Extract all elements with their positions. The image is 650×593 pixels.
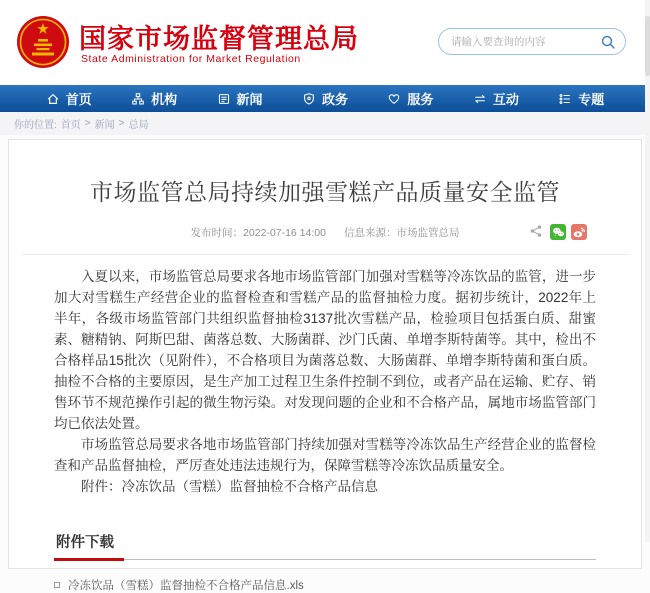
weibo-share-icon[interactable] [571, 224, 587, 240]
nav-item-news[interactable] [217, 89, 263, 108]
article-paragraph: 入夏以来，市场监管总局要求各地市场监管部门加强对雪糕等冷冻饮品的监管，进一步加大对雪糕生产经营企业的监督检查和雪糕产品的监督抽检力度。据初步统计，2022年上半年，各级市场监管部门共组织监督抽检3137批次雪糕产品，检验项目包括蛋白质、甜蜜素、糖精钠、阿斯巴甜、菌落总数、大肠菌群、沙门氏菌、单增李斯特菌等。其中，检出不合格样品15批次（见附件），不合格项目为菌落总数、大肠菌群、单增李斯特菌和蛋白质。抽检不合格的主要原因，是生产加工过程卫生条件控制不到位，或者产品在运输、贮存、销售环节不规范操作引起的微生物污染。对发现问题的企业和不合格产品，属地市场监管部门均已依法处置。 [54, 269, 596, 431]
nav-label: 政务 [321, 92, 348, 107]
breadcrumb-current: 总局 [128, 120, 149, 131]
site-title: 国家市场监督管理总局 [79, 24, 359, 54]
article-title: 市场监管总局持续加强雪糕产品质量安全监管 [90, 179, 560, 205]
national-emblem-icon [16, 15, 70, 69]
nav-label: 服务 [407, 92, 434, 107]
checklist-icon [558, 92, 572, 106]
share-buttons [529, 224, 587, 240]
nav-item-service[interactable] [387, 89, 433, 108]
site-header [0, 0, 650, 85]
source-value: 市场监管总局 [396, 227, 460, 239]
scrollbar[interactable] [645, 0, 650, 542]
main-nav [0, 85, 650, 112]
nav-label: 首页 [65, 92, 92, 107]
share-icon[interactable] [529, 224, 545, 240]
shield-icon [302, 92, 316, 106]
breadcrumb-separator: > [118, 118, 125, 129]
breadcrumb [0, 112, 650, 135]
publish-time-label: 发布时间： [190, 227, 244, 239]
breadcrumb-separator: > [84, 118, 91, 129]
national-emblem-logo[interactable] [16, 15, 70, 69]
bullet-square-icon [54, 582, 60, 588]
article-meta [9, 224, 641, 242]
search-icon[interactable] [600, 34, 616, 50]
article-paragraph: 附件：冷冻饮品（雪糕）监督抽检不合格产品信息 [81, 479, 378, 494]
breadcrumb-link-home[interactable]: 首页 [60, 120, 81, 131]
article-container [8, 139, 642, 592]
article-body [9, 255, 641, 497]
attachment-list [54, 577, 596, 593]
breadcrumb-link-news[interactable]: 新闻 [94, 120, 115, 131]
attachment-section-title: 附件下载 [54, 531, 124, 561]
nav-label: 专题 [578, 92, 605, 107]
breadcrumb-prefix: 你的位置: [14, 120, 57, 131]
nav-item-gov[interactable] [302, 89, 348, 108]
exchange-arrows-icon [473, 92, 487, 106]
attachment-link[interactable] [54, 577, 596, 593]
nav-label: 机构 [151, 92, 178, 107]
search-input[interactable] [451, 36, 600, 48]
nav-label: 新闻 [236, 92, 263, 107]
search-box [438, 28, 626, 55]
source-label: 信息来源： [343, 227, 397, 239]
heart-icon [387, 92, 401, 106]
publish-time-value: 2022-07-16 14:00 [243, 227, 326, 239]
nav-item-interact[interactable] [473, 89, 519, 108]
newspaper-icon [217, 92, 231, 106]
attachment-section [54, 531, 596, 593]
wechat-share-icon[interactable] [550, 224, 566, 240]
site-subtitle: State Administration for Market Regulation [81, 53, 301, 65]
org-chart-icon [131, 92, 145, 106]
nav-item-home[interactable] [46, 89, 92, 108]
attachment-header [54, 531, 596, 560]
attachment-file-name: 冷冻饮品（雪糕）监督抽检不合格产品信息.xls [68, 580, 304, 592]
article-paragraph: 市场监管总局要求各地市场监管部门持续加强对雪糕等冷冻饮品生产经营企业的监督检查和产品监督抽检，严厉查处违法违规行为，保障雪糕等冷冻饮品质量安全。 [54, 437, 596, 473]
nav-label: 互动 [492, 92, 519, 107]
nav-item-topics[interactable] [558, 89, 604, 108]
nav-item-org[interactable] [131, 89, 177, 108]
home-icon [46, 92, 60, 106]
scrollbar-thumb[interactable] [645, 16, 650, 76]
